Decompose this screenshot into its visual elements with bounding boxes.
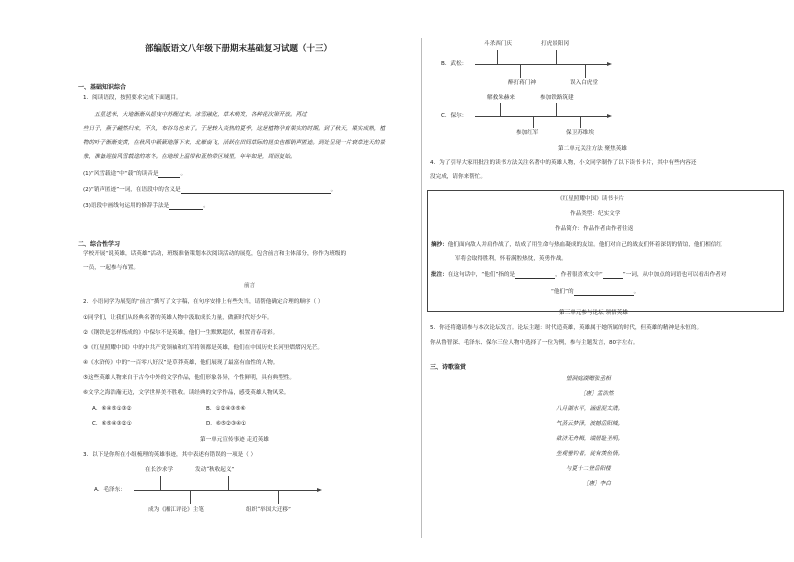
q2-item-5: ⑤这些英雄人物来自于古今中外的文学作品，他们形象各异，个性鲜明，具有典型性。 (83, 375, 295, 381)
note-part-4: “他们”的 (551, 289, 574, 295)
q4-stem-2: 没完成，请你来帮忙。 (430, 174, 486, 180)
note-part-3: ”一词，从中加点的词语也可以看出作者对 (622, 272, 727, 278)
sub-question-2 (83, 187, 336, 194)
baoer-top-1: 解救朱赫来 (487, 95, 515, 101)
poem-line-3: 欲济无舟楫，端居耻圣明。 (556, 436, 624, 442)
note-part-1: 在这句话中，“他们”指的是 (447, 272, 516, 278)
q2-option-c[interactable]: C．⑥⑤④③②① (92, 421, 132, 427)
passage-line-1: 五星送米，大地渐渐从摇曳中苏醒过来。冰雪融化，草木萌发，各种花次第开放。再过 (83, 112, 307, 118)
q2-item-6: ⑥文学之海浩瀚无边，文学世界美不胜收。读经典的文学作品，感受英雄人物风采。 (83, 390, 290, 396)
answer-blank-1[interactable] (158, 171, 180, 178)
card-intro: 作品简介：作品作者由作者往返 (555, 226, 634, 232)
q2-item-1: ①同学们，让我们从经典名著的英雄人物中汲取成长力量，做新时代好少年。 (83, 315, 273, 321)
unit1-title: 第一单元宣传事迹 走近英雄 (200, 437, 269, 443)
poem-author: ［唐］孟浩然 (580, 391, 614, 397)
page-title: 部编版语文八年级下册期末基础复习试题（十三） (145, 44, 333, 54)
card-title: 《红星照耀中国》读书卡片 (557, 196, 625, 202)
mao-top-2: 发动“秋收起义” (195, 467, 235, 473)
poem-author-2: ［唐］李白 (583, 481, 611, 487)
q4-stem-1: 4．为了引导大家用批注的读书方法关注名著中的英雄人物，小文同学制作了以下读书卡片，其中有些内容还 (430, 160, 697, 166)
answer-blank-2[interactable] (181, 187, 331, 194)
q2-option-b[interactable]: B．①②④③⑤⑥ (206, 406, 246, 412)
section2-intro-1: 学校开展“说英雄，话英雄”活动，班级准备策划本次阅读活动的展览，包含前言和主体部分，你作为班级的 (83, 251, 347, 257)
note-part-2: ，作者很喜欢文中“ (555, 272, 603, 278)
mao-tick-1 (160, 476, 161, 490)
baoer-tick-4 (580, 116, 581, 128)
note-blank-3[interactable] (574, 289, 634, 296)
baoer-tick-1 (500, 103, 501, 116)
excerpt-label: 摘抄： (431, 242, 448, 248)
baoer-label: C．保尔： (441, 113, 468, 119)
note-label: 批注： (431, 272, 448, 278)
poetry-heading: 三、诗歌鉴赏 (430, 364, 467, 371)
sub2-end: 。 (330, 187, 337, 193)
passage-line-3: 物的叶子渐渐变黄，在秋风中簌簌地落下来，北雁南飞，活跃在田间草际的昆虫也都销声匿迹。到处呈现一片衰草连天的景 (83, 140, 386, 146)
card-note-line-2 (551, 289, 639, 296)
baoer-tick-2 (533, 116, 534, 128)
card-genre: 作品类型：纪实文学 (570, 211, 621, 217)
unit3-title: 第三单元参与论坛 领悟英雄 (559, 310, 628, 316)
poem-line-4: 坐观垂钓者，徒有羡鱼情。 (556, 451, 624, 457)
answer-blank-3[interactable] (169, 203, 203, 210)
q5-line-1: 5．你还将邀请参与本次论坛发言。论坛主题：时代造英雄，英雄属于她所属的时代，但英雄的精神是永恒的。 (430, 325, 703, 331)
q1-stem: 1．阅读语段，按照要求完成下面题目。 (83, 95, 182, 101)
q2-option-a[interactable]: A．⑥④⑤①③② (92, 406, 132, 412)
sub-question-1 (83, 171, 186, 178)
poem-line-2: 气蒸云梦泽，波撼岳阳城。 (556, 421, 624, 427)
wusong-label: B．武松： (441, 61, 468, 67)
sub3-text: (3)语段中画线句运用的修辞手法是 (83, 203, 170, 209)
sub-question-3 (83, 203, 209, 210)
sub3-end: 。 (203, 203, 209, 209)
q2-item-4: ④《水浒传》中的“一百零八好汉”是草莽英雄，他们展现了最富有血性的人物。 (83, 360, 279, 366)
baoer-top-2: 参加铁路筑建 (540, 95, 574, 101)
baoer-bottom-1: 参加红军 (516, 130, 539, 136)
poem-line-1: 八月湖水平，涵虚混太清。 (556, 406, 624, 412)
passage-line-4: 象，准备迎接风雪载途的寒冬。在地球上温带和亚热带区域里，年年如是，周而复始。 (83, 154, 296, 160)
wusong-bottom-2: 误入白虎堂 (570, 80, 598, 86)
column-divider (421, 38, 422, 538)
note-end: 。 (633, 289, 640, 295)
section1-heading: 一、基础知识综合 (78, 84, 127, 91)
poem-title-2: 与夏十二登岳阳楼 (566, 466, 611, 472)
section2-intro-2: 一员，一起参与布置。 (83, 265, 139, 271)
mao-tick-3 (228, 476, 229, 490)
mao-tick-2 (190, 490, 191, 504)
mao-bottom-2: 组织“举国大迁移” (246, 507, 291, 513)
mao-timeline (134, 490, 318, 491)
passage-line-2: 些日子，燕子翩然归来，不久，布谷鸟也来了。于是转入炎热的夏季，这是植物孕育果实的时期。到了秋天，果实成熟，植 (83, 126, 386, 132)
baoer-timeline (475, 116, 608, 117)
sub1-text: (1)“风雪载途”中“载”的读音是 (83, 171, 159, 177)
wusong-bottom-1: 醉打蒋门神 (508, 80, 536, 86)
wusong-timeline-arrow (607, 62, 612, 66)
mao-tick-4 (278, 490, 279, 504)
q2-option-d[interactable]: D．⑥⑤②③④① (206, 421, 246, 427)
q5-line-2: 你从鲁智深、毛泽东、保尔三位人物中选择了一位为例，参与主题发言，80字左右。 (430, 340, 639, 346)
excerpt-line-2: 军将会取得胜利，怀着满腔热忱，英勇作战。 (455, 256, 567, 262)
q2-item-2: ②《钢铁是怎样炼成的》中保尔不是英雄，他们一生默默超伏，根置青春奇彩。 (83, 330, 279, 336)
note-blank-2[interactable] (603, 272, 623, 279)
wusong-timeline (475, 64, 608, 65)
wusong-tick-1 (497, 50, 498, 64)
section2-heading: 二、综合性学习 (78, 241, 121, 248)
mao-timeline-arrow (317, 488, 322, 492)
note-blank-1[interactable] (515, 272, 555, 279)
q2-stem: 2．小语同学为展览的“前言”撰写了文字稿，在句序安排上有些失当，请帮他确定合理的顺序（ ） (83, 299, 324, 305)
wusong-tick-3 (556, 50, 557, 64)
mao-bottom-1: 成为《湘江评论》主笔 (148, 507, 204, 513)
mao-label: A．毛泽东： (94, 487, 126, 493)
wusong-tick-4 (585, 64, 586, 78)
unit2-title: 第二单元关注方法 聚焦英雄 (558, 146, 627, 152)
wusong-top-2: 打虎景阳冈 (541, 41, 569, 47)
preface-title: 前言 (244, 283, 256, 289)
card-note (431, 272, 726, 279)
q3-stem: 3．以下是你所在小组梳理的英雄事迹，其中表述有错误的一项是（ ） (83, 452, 257, 458)
sub1-end: 。 (180, 171, 187, 177)
baoer-tick-3 (556, 103, 557, 116)
poem-title: 望洞庭湖赠张丞相 (566, 376, 611, 382)
sub2-text: (2)“销声匿迹”一词，在语段中的含义是 (83, 187, 181, 193)
card-excerpt (431, 242, 722, 249)
mao-top-1: 在长沙求学 (145, 467, 173, 473)
wusong-top-1: 斗杀西门庆 (484, 41, 512, 47)
q2-item-3: ③《红星照耀中国》中的中共产党领袖和红军将领都是英雄，他们在中国历史长河里熠熠闪光芒。 (83, 345, 323, 351)
excerpt-line-1: 他们面向敌人并肩作战了，结成了用生命与热血凝成的友谊。他们对自己的战友们怀着深切的情谊，他们相信红 (447, 242, 722, 248)
wusong-tick-2 (520, 64, 521, 78)
baoer-bottom-2: 保卫苏维埃 (566, 130, 594, 136)
baoer-timeline-arrow (607, 114, 612, 118)
